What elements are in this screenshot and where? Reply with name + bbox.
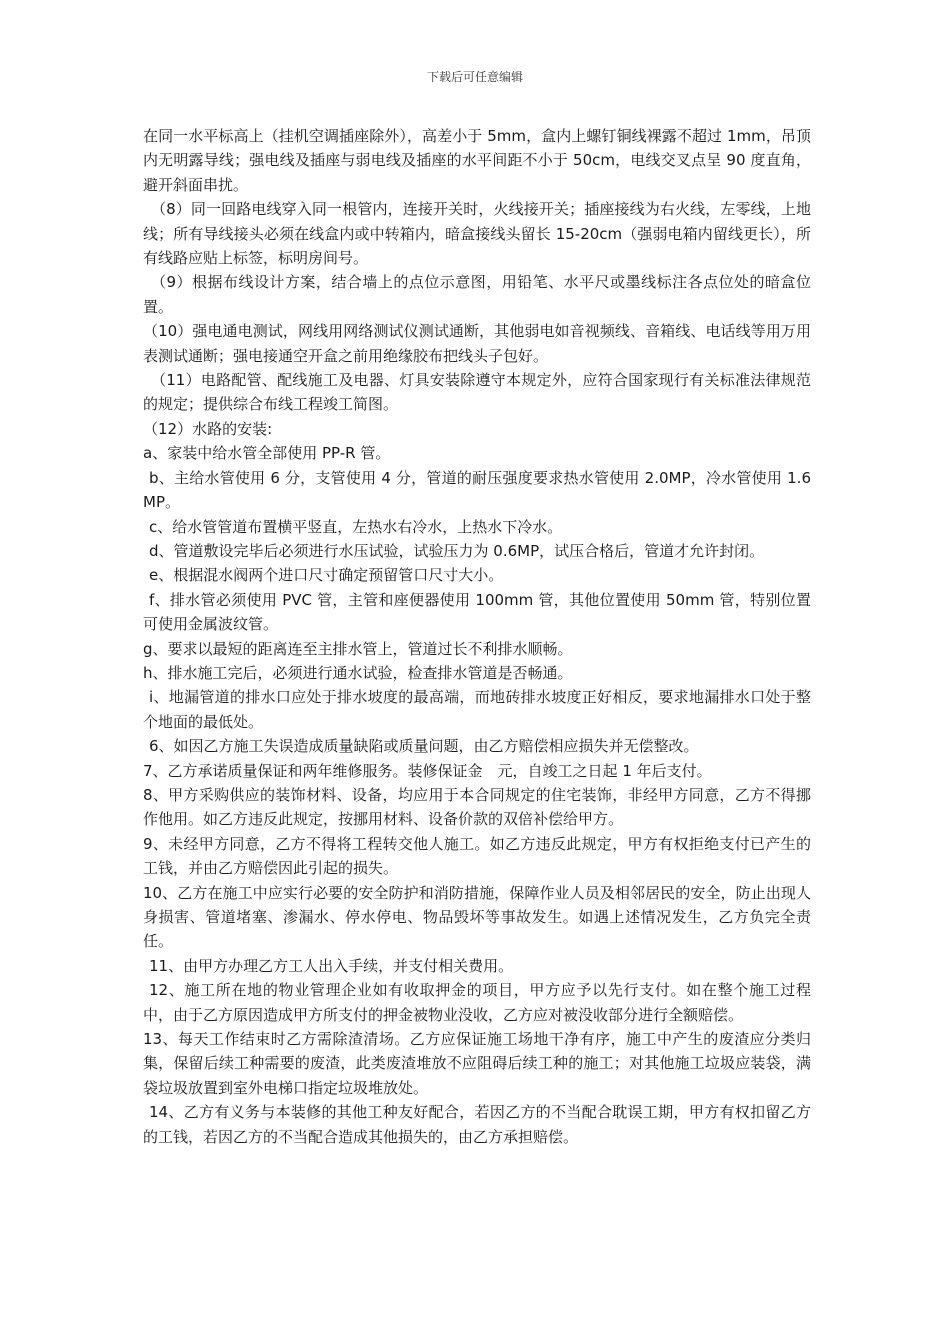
paragraph-11: （11）电路配管、配线施工及电器、灯具安装除遵守本规定外，应符合国家现行有关标准法律规范的规定；提供综合布线工程竣工简图。 [143, 371, 811, 414]
paragraph-wiring-spec: 在同一水平标高上（挂机空调插座除外），高差小于 5mm，盒内上螺钉铜线裸露不超过 1mm，吊顶内无明露导线；强电线及插座与弱电线及插座的水平间距不小于 50cm，电线交叉点呈 90 度直角，避开斜面串扰。 [143, 127, 811, 194]
paragraph-12-heading: （12）水路的安装: [143, 419, 273, 438]
document-body [143, 124, 811, 1149]
item-f: f、排水管必须使用 PVC 管，主管和座便器使用 100mm 管，其他位置使用 50mm 管，特别位置可使用金属波纹管。 [143, 590, 811, 634]
clause-10: 10、乙方在施工中应实行必要的安全防护和消防措施，保障作业人员及相邻居民的安全，防止出现人身损害、管道堵塞、渗漏水、停水停电、物品毁坏等事故发生。如遇上述情况发生，乙方负完全责任。 [143, 883, 811, 951]
item-d: d、管道敷设完毕后必须进行水压试验，试验压力为 0.6MP，试压合格后，管道才允许封闭。 [149, 541, 765, 560]
clause-6: 6、如因乙方施工失误造成质量缺陷或质量问题，由乙方赔偿相应损失并无偿整改。 [149, 737, 699, 756]
item-b: b、主给水管使用 6 分，支管使用 4 分，管道的耐压强度要求热水管使用 2.0MP，冷水管使用 1.6MP。 [143, 468, 811, 512]
item-h: h、排水施工完后，必须进行通水试验，检查排水管道是否畅通。 [143, 663, 573, 682]
item-c: c、给水管管道布置横平竖直，左热水右冷水，上热水下冷水。 [149, 517, 563, 536]
clause-7: 7、乙方承诺质量保证和两年维修服务。装修保证金 元，自竣工之日起 1 年后支付。 [143, 761, 712, 780]
clause-8: 8、甲方采购供应的装饰材料、设备，均应用于本合同规定的住宅装饰，非经甲方同意，乙方不得挪作他用。如乙方违反此规定，按挪用材料、设备价款的双倍补偿给甲方。 [143, 785, 811, 829]
item-i: i、地漏管道的排水口应处于排水坡度的最高端，而地砖排水坡度正好相反，要求地漏排水口处于整个地面的最低处。 [143, 688, 811, 731]
paragraph-10: （10）强电通电测试，网线用网络测试仪测试通断，其他弱电如音视频线、音箱线、电话线等用万用表测试通断；强电接通空开盒之前用绝缘胶布把线头子包好。 [143, 322, 811, 365]
item-e: e、根据混水阀两个进口尺寸确定预留管口尺寸大小。 [149, 566, 504, 585]
paragraph-8: （8）同一回路电线穿入同一根管内，连接开关时，火线接开关；插座接线为右火线，左零线，上地线；所有导线接头必须在线盒内或中转箱内，暗盒接线头留长 15-20cm（强弱电箱内留线更长），所有线路应贴上标签，标明房间号。 [143, 200, 811, 268]
page-header: 下载后可任意编辑 [426, 70, 523, 84]
clause-13: 13、每天工作结束时乙方需除渣清场。乙方应保证施工场地干净有序，施工中产生的废渣应分类归集，保留后续工种需要的废渣，此类废渣堆放不应阻碍后续工种的施工；对其他施工垃圾应装袋，满袋垃圾放置到室外电梯口指定垃圾堆放处。 [143, 1030, 811, 1097]
item-g: g、要求以最短的距离连至主排水管上，管道过长不利排水顺畅。 [143, 639, 573, 658]
clause-14: 14、乙方有义务与本装修的其他工种友好配合，若因乙方的不当配合耽误工期，甲方有权扣留乙方的工钱，若因乙方的不当配合造成其他损失的，由乙方承担赔偿。 [143, 1103, 811, 1146]
clause-11: 11、由甲方办理乙方工人出入手续，并支付相关费用。 [149, 956, 514, 975]
paragraph-9: （9）根据布线设计方案，结合墙上的点位示意图，用铅笔、水平尺或墨线标注各点位处的暗盒位置。 [143, 273, 811, 316]
clause-9: 9、未经甲方同意，乙方不得将工程转交他人施工。如乙方违反此规定，甲方有权拒绝支付已产生的工钱，并由乙方赔偿因此引起的损失。 [143, 834, 811, 878]
clause-12: 12、施工所在地的物业管理企业如有收取押金的项目，甲方应予以先行支付。如在整个施工过程中，由于乙方原因造成甲方所支付的押金被物业没收，乙方应对被没收部分进行全额赔偿。 [143, 981, 811, 1024]
item-a: a、家装中给水管全部使用 PP-R 管。 [143, 444, 391, 463]
